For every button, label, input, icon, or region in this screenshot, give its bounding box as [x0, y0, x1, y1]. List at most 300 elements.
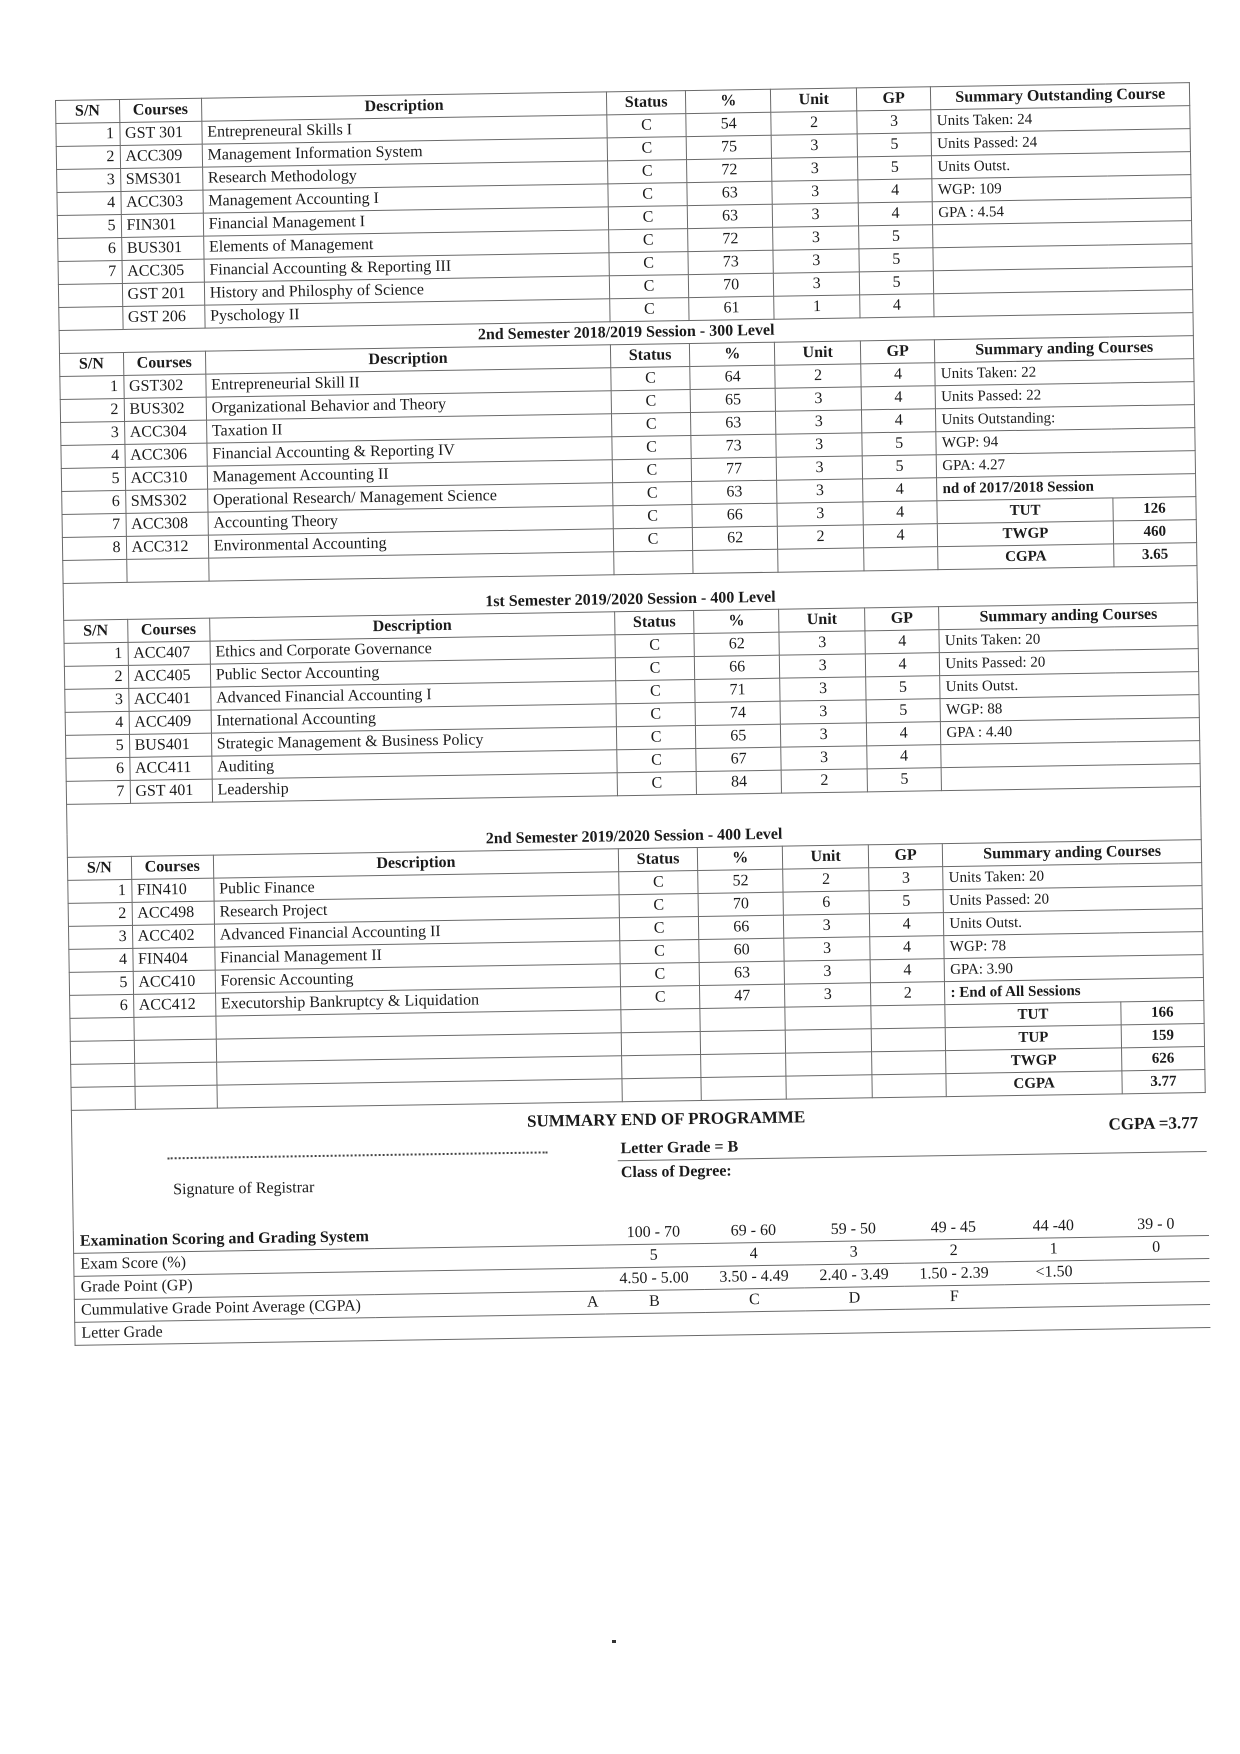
- unit-cell: 3: [774, 272, 860, 296]
- score-cell: 65: [695, 724, 781, 748]
- status-cell: C: [617, 772, 696, 796]
- sn-cell: 7: [58, 260, 122, 284]
- status-cell: C: [620, 939, 699, 963]
- unit-cell: 3: [785, 983, 871, 1007]
- score-cell: 71: [695, 678, 781, 702]
- sn-cell: [71, 1086, 135, 1110]
- gp-cell: [864, 547, 939, 571]
- header-courses: Courses: [131, 855, 214, 879]
- summary-cell: Units Taken: 22: [935, 359, 1194, 386]
- summary-cell: WGP: 88: [940, 695, 1199, 722]
- course-description: Strategic Management & Business Policy: [211, 727, 617, 756]
- grade-point-label: Grade Point (GP): [74, 1268, 604, 1299]
- status-cell: C: [615, 657, 694, 681]
- status-cell: C: [615, 634, 694, 658]
- summary-value: 159: [1121, 1024, 1205, 1048]
- course-code: ACC306: [124, 443, 207, 467]
- header-gp: GP: [864, 607, 939, 631]
- course-code: [134, 1039, 217, 1063]
- sn-cell: 4: [69, 948, 133, 972]
- gp-cell: 4: [866, 722, 941, 746]
- unit-cell: 3: [780, 700, 866, 724]
- course-code: [126, 558, 209, 582]
- summary-label: TUP: [946, 1025, 1122, 1051]
- summary-value: 3.65: [1113, 543, 1197, 567]
- course-code: ACC305: [122, 259, 205, 283]
- grading-title: Examination Scoring and Grading System: [73, 1223, 603, 1254]
- unit-cell: 3: [772, 180, 858, 204]
- range-cell: 39 - 0: [1103, 1213, 1208, 1237]
- unit-cell: [786, 1052, 872, 1076]
- summary-value: 626: [1121, 1047, 1205, 1071]
- course-code: ACC402: [132, 924, 215, 948]
- stray-mark: [612, 1640, 616, 1643]
- letter-cell: D: [804, 1286, 904, 1311]
- letter-grade-label: Letter Grade: [75, 1305, 1210, 1346]
- unit-cell: 6: [783, 891, 869, 915]
- status-cell: C: [609, 275, 688, 299]
- cgpa-range-cell: 3.50 - 4.49: [704, 1265, 804, 1290]
- point-cell: 3: [804, 1240, 904, 1265]
- course-description: Pyschology II: [204, 299, 610, 328]
- score-cell: [693, 549, 779, 573]
- course-description: Operational Research/ Management Science: [207, 483, 613, 512]
- gp-cell: 3: [857, 110, 932, 134]
- status-cell: C: [619, 893, 698, 917]
- course-code: [134, 1062, 217, 1086]
- status-cell: C: [608, 206, 687, 230]
- course-code: FIN301: [121, 213, 204, 237]
- score-cell: 70: [698, 892, 784, 916]
- sn-cell: 1: [60, 375, 124, 399]
- status-cell: C: [608, 183, 687, 207]
- gp-cell: 4: [861, 363, 936, 387]
- score-cell: 84: [696, 770, 782, 794]
- cgpa-label: Cummulative Grade Point Average (CGPA): [74, 1295, 374, 1323]
- sn-cell: 2: [60, 398, 124, 422]
- status-cell: C: [621, 985, 700, 1009]
- gp-cell: 5: [858, 225, 933, 249]
- status-cell: C: [616, 703, 695, 727]
- gp-cell: 5: [862, 432, 937, 456]
- score-cell: 74: [695, 701, 781, 725]
- summary-cell: Units Outstanding:: [936, 405, 1195, 432]
- sn-cell: [71, 1063, 135, 1087]
- score-cell: 66: [694, 655, 780, 679]
- unit-cell: [785, 1006, 871, 1030]
- sn-cell: 3: [57, 168, 121, 192]
- status-cell: C: [613, 505, 692, 529]
- score-cell: 73: [691, 434, 777, 458]
- score-cell: 72: [688, 227, 774, 251]
- gp-cell: 5: [866, 676, 941, 700]
- header-summary: Summary Outstanding Course: [931, 83, 1190, 110]
- letter-cell: F: [904, 1285, 1004, 1310]
- sn-cell: 3: [65, 688, 129, 712]
- exam-score-label: Exam Score (%): [74, 1245, 604, 1276]
- gp-cell: 4: [862, 478, 937, 502]
- gp-cell: [872, 1074, 947, 1098]
- unit-cell: 3: [784, 914, 870, 938]
- summary-cell: GPA: 3.90: [944, 955, 1203, 982]
- letter-cell: [1104, 1282, 1209, 1307]
- sn-cell: 1: [68, 879, 132, 903]
- semester-title-4: 2nd Semester 2019/2020 Session - 400 Level: [67, 817, 1202, 857]
- header-status: Status: [618, 848, 697, 872]
- status-cell: C: [620, 962, 699, 986]
- score-cell: 66: [698, 915, 784, 939]
- status-cell: C: [608, 160, 687, 184]
- course-description: Entrepreneural Skills I: [202, 115, 608, 144]
- unit-cell: 3: [776, 387, 862, 411]
- score-cell: 60: [699, 938, 785, 962]
- point-cell: 0: [1103, 1236, 1208, 1261]
- sn-cell: 2: [68, 902, 132, 926]
- status-cell: C: [612, 413, 691, 437]
- summary-label: TUT: [945, 1002, 1121, 1028]
- gp-cell: [871, 1051, 946, 1075]
- sn-cell: 7: [66, 780, 130, 804]
- unit-cell: 3: [773, 226, 859, 250]
- course-code: FIN404: [132, 947, 215, 971]
- gp-cell: 3: [869, 867, 944, 891]
- course-description: History and Philosphy of Science: [204, 276, 610, 305]
- status-cell: C: [617, 726, 696, 750]
- course-description: Research Methodology: [202, 161, 608, 190]
- unit-cell: 3: [773, 203, 859, 227]
- sn-cell: 2: [56, 145, 120, 169]
- unit-cell: 2: [771, 111, 857, 135]
- course-description: Financial Accounting & Reporting III: [204, 253, 610, 282]
- summary-cell: Units Taken: 20: [939, 626, 1198, 653]
- course-description: Accounting Theory: [208, 506, 614, 535]
- sn-cell: 6: [70, 994, 134, 1018]
- status-cell: [621, 1008, 700, 1032]
- course-description: Leadership: [212, 773, 618, 802]
- unit-cell: 3: [772, 157, 858, 181]
- semester-table-1: [55, 82, 1193, 331]
- sn-cell: 8: [62, 536, 126, 560]
- summary-cell: : End of All Sessions: [945, 978, 1204, 1005]
- gp-cell: 5: [857, 156, 932, 180]
- letter-cell: C: [704, 1288, 804, 1313]
- unit-cell: 3: [773, 249, 859, 273]
- unit-cell: 1: [774, 295, 860, 319]
- course-description: Public Finance: [213, 872, 619, 901]
- range-cell: 100 - 70: [603, 1221, 703, 1245]
- header-status: Status: [607, 91, 686, 115]
- course-code: SMS301: [120, 167, 203, 191]
- gp-cell: 4: [861, 386, 936, 410]
- gp-cell: 5: [857, 133, 932, 157]
- course-code: GST 206: [122, 305, 205, 329]
- gp-cell: 5: [859, 248, 934, 272]
- score-cell: 54: [686, 112, 772, 136]
- class-of-degree: Class of Degree:: [620, 1162, 732, 1182]
- summary-cell: GPA : 4.40: [941, 718, 1200, 745]
- header-unit: Unit: [771, 88, 857, 112]
- status-cell: C: [612, 459, 691, 483]
- summary-cell: GPA: 4.27: [937, 451, 1196, 478]
- gp-cell: 4: [865, 653, 940, 677]
- course-code: GST 401: [130, 779, 213, 803]
- score-cell: 64: [690, 365, 776, 389]
- gp-cell: 4: [858, 179, 933, 203]
- score-cell: 47: [699, 984, 785, 1008]
- programme-summary: [71, 1093, 1208, 1231]
- summary-label: CGPA: [938, 544, 1114, 570]
- summary-cell: GPA : 4.54: [933, 198, 1192, 225]
- letter-cell: [1004, 1283, 1104, 1308]
- course-description: Ethics and Corporate Governance: [210, 635, 616, 664]
- course-description: Financial Accounting & Reporting IV: [207, 437, 613, 466]
- score-cell: 62: [694, 632, 780, 656]
- course-code: FIN410: [131, 878, 214, 902]
- score-cell: [701, 1076, 787, 1100]
- course-description: Auditing: [212, 750, 618, 779]
- unit-cell: 3: [785, 960, 871, 984]
- gp-cell: 5: [869, 890, 944, 914]
- cgpa-range-cell: 2.40 - 3.49: [804, 1263, 904, 1288]
- sn-cell: [70, 1040, 134, 1064]
- sn-cell: 5: [65, 734, 129, 758]
- unit-cell: 3: [781, 746, 867, 770]
- sn-cell: 4: [65, 711, 129, 735]
- status-cell: C: [607, 114, 686, 138]
- score-cell: 65: [690, 388, 776, 412]
- header-summary: Summary anding Courses: [943, 840, 1202, 867]
- course-code: [135, 1085, 218, 1109]
- score-cell: [700, 1007, 786, 1031]
- grading-system-table: [73, 1213, 1210, 1346]
- sn-cell: 6: [58, 237, 122, 261]
- course-code: [133, 1016, 216, 1040]
- course-description: Financial Management I: [203, 207, 609, 236]
- range-cell: 49 - 45: [903, 1216, 1003, 1240]
- sn-cell: [70, 1017, 134, 1041]
- header-description: Description: [213, 849, 619, 878]
- unit-cell: 2: [778, 525, 864, 549]
- unit-cell: [786, 1075, 872, 1099]
- status-cell: [622, 1054, 701, 1078]
- course-code: ACC412: [133, 993, 216, 1017]
- header-gp: GP: [868, 844, 943, 868]
- course-code: ACC409: [129, 710, 212, 734]
- transcript-page: [55, 82, 1209, 1346]
- gp-cell: [871, 1028, 946, 1052]
- course-code: ACC309: [120, 144, 203, 168]
- summary-cell: Units Passed: 20: [943, 886, 1202, 913]
- summary-value: 460: [1113, 520, 1197, 544]
- sn-cell: 1: [64, 642, 128, 666]
- unit-cell: 3: [777, 479, 863, 503]
- sn-cell: 5: [69, 971, 133, 995]
- summary-cell: Units Taken: 20: [943, 863, 1202, 890]
- course-description: Financial Management II: [215, 941, 621, 970]
- header-courses: Courses: [123, 351, 206, 375]
- unit-cell: 2: [782, 769, 868, 793]
- course-code: BUS301: [121, 236, 204, 260]
- course-code: BUS401: [129, 733, 212, 757]
- header-description: Description: [209, 612, 615, 641]
- signature-label: Signature of Registrar: [172, 1179, 315, 1199]
- status-cell: C: [613, 528, 692, 552]
- header-gp: GP: [856, 87, 931, 111]
- score-cell: 66: [692, 503, 778, 527]
- header-percent: %: [689, 342, 775, 366]
- header-status: Status: [611, 344, 690, 368]
- gp-cell: 5: [866, 699, 941, 723]
- course-code: ACC405: [128, 664, 211, 688]
- score-cell: 63: [687, 204, 773, 228]
- course-code: BUS302: [124, 397, 207, 421]
- sn-cell: [58, 283, 122, 307]
- header-sn: S/N: [56, 99, 120, 123]
- score-cell: 61: [689, 296, 775, 320]
- course-code: ACC407: [128, 641, 211, 665]
- sn-cell: 6: [62, 490, 126, 514]
- summary-value: 3.77: [1122, 1070, 1206, 1094]
- score-cell: 62: [692, 526, 778, 550]
- course-code: ACC310: [125, 466, 208, 490]
- unit-cell: 3: [777, 502, 863, 526]
- summary-title: SUMMARY END OF PROGRAMME: [526, 1107, 806, 1131]
- status-cell: [622, 1077, 701, 1101]
- status-cell: [621, 1031, 700, 1055]
- gp-cell: 4: [863, 501, 938, 525]
- score-cell: [700, 1030, 786, 1054]
- header-unit: Unit: [779, 608, 865, 632]
- unit-cell: 3: [780, 654, 866, 678]
- status-cell: C: [609, 252, 688, 276]
- course-description: Management Accounting II: [207, 460, 613, 489]
- course-description: International Accounting: [211, 704, 617, 733]
- header-gp: GP: [860, 340, 935, 364]
- gp-cell: 4: [869, 913, 944, 937]
- course-description: Organizational Behavior and Theory: [206, 391, 612, 420]
- semester-table-3: [63, 602, 1201, 805]
- summary-cell: Units Passed: 24: [932, 129, 1191, 156]
- status-cell: C: [620, 916, 699, 940]
- summary-cell: Units Outst.: [940, 672, 1199, 699]
- cgpa-range-cell: <1.50: [1004, 1260, 1104, 1285]
- letter-cell: B: [604, 1289, 704, 1314]
- course-description: Environmental Accounting: [208, 529, 614, 558]
- summary-label: CGPA: [946, 1071, 1122, 1097]
- course-code: GST302: [123, 374, 206, 398]
- course-code: ACC411: [129, 756, 212, 780]
- summary-label: TWGP: [946, 1048, 1122, 1074]
- status-cell: C: [611, 367, 690, 391]
- point-cell: 5: [604, 1243, 704, 1268]
- gp-cell: 4: [865, 630, 940, 654]
- unit-cell: 3: [776, 433, 862, 457]
- course-description: Forensic Accounting: [215, 964, 621, 993]
- summary-cell: [941, 764, 1200, 791]
- course-description: Entrepreneurial Skill II: [206, 368, 612, 397]
- score-cell: 75: [686, 135, 772, 159]
- gp-cell: 4: [867, 745, 942, 769]
- course-code: ACC312: [126, 535, 209, 559]
- unit-cell: 3: [777, 456, 863, 480]
- header-unit: Unit: [775, 341, 861, 365]
- gp-cell: 4: [860, 294, 935, 318]
- sn-cell: [59, 306, 123, 330]
- header-courses: Courses: [119, 98, 202, 122]
- sn-cell: 1: [56, 122, 120, 146]
- semester-title-3: 1st Semester 2019/2020 Session - 400 Level: [63, 580, 1198, 620]
- range-cell: 69 - 60: [703, 1219, 803, 1243]
- unit-cell: 3: [784, 937, 870, 961]
- status-cell: C: [619, 871, 698, 895]
- summary-cell: [934, 290, 1193, 317]
- score-cell: 63: [692, 480, 778, 504]
- course-code: SMS302: [125, 489, 208, 513]
- summary-value: 126: [1113, 497, 1197, 521]
- status-cell: C: [610, 298, 689, 322]
- sn-cell: 3: [61, 421, 125, 445]
- range-cell: 44 -40: [1003, 1215, 1103, 1239]
- point-cell: 4: [704, 1242, 804, 1267]
- score-cell: 73: [688, 250, 774, 274]
- cgpa-range-cell: 1.50 - 2.39: [904, 1262, 1004, 1287]
- header-sn: S/N: [64, 619, 128, 643]
- sn-cell: 5: [61, 467, 125, 491]
- course-code: GST 201: [122, 282, 205, 306]
- cgpa-range-cell: [1104, 1259, 1209, 1284]
- summary-cell: Units Outst.: [944, 909, 1203, 936]
- point-cell: 2: [904, 1239, 1004, 1264]
- unit-cell: 2: [775, 364, 861, 388]
- score-cell: 52: [698, 869, 784, 893]
- unit-cell: 3: [779, 631, 865, 655]
- course-description: Taxation II: [206, 414, 612, 443]
- course-description: Elements of Management: [203, 230, 609, 259]
- summary-label: TWGP: [938, 521, 1114, 547]
- course-description: Management Accounting I: [203, 184, 609, 213]
- gp-cell: 5: [867, 768, 942, 792]
- signature-line: [168, 1151, 548, 1159]
- gp-cell: 4: [863, 524, 938, 548]
- status-cell: C: [611, 390, 690, 414]
- unit-cell: [786, 1029, 872, 1053]
- summary-cell: Units Outst.: [932, 152, 1191, 179]
- header-description: Description: [201, 92, 607, 121]
- status-cell: C: [613, 482, 692, 506]
- score-cell: [701, 1053, 787, 1077]
- course-description: Advanced Financial Accounting II: [214, 918, 620, 947]
- course-code: ACC498: [132, 901, 215, 925]
- summary-cell: nd of 2017/2018 Session: [937, 474, 1196, 501]
- summary-cell: Units Passed: 20: [940, 649, 1199, 676]
- status-cell: [614, 551, 693, 575]
- sn-cell: 4: [57, 191, 121, 215]
- range-cell: 59 - 50: [803, 1218, 903, 1242]
- summary-cell: WGP: 109: [932, 175, 1191, 202]
- header-percent: %: [685, 89, 771, 113]
- unit-cell: 2: [783, 868, 869, 892]
- course-code: ACC304: [124, 420, 207, 444]
- header-percent: %: [697, 846, 783, 870]
- header-summary: Summary anding Courses: [935, 336, 1194, 363]
- sn-cell: [63, 559, 127, 583]
- status-cell: C: [607, 137, 686, 161]
- status-cell: C: [612, 436, 691, 460]
- sn-cell: 7: [62, 513, 126, 537]
- score-cell: 63: [699, 961, 785, 985]
- final-cgpa: CGPA =3.77: [1108, 1113, 1199, 1134]
- point-cell: 1: [1004, 1237, 1104, 1262]
